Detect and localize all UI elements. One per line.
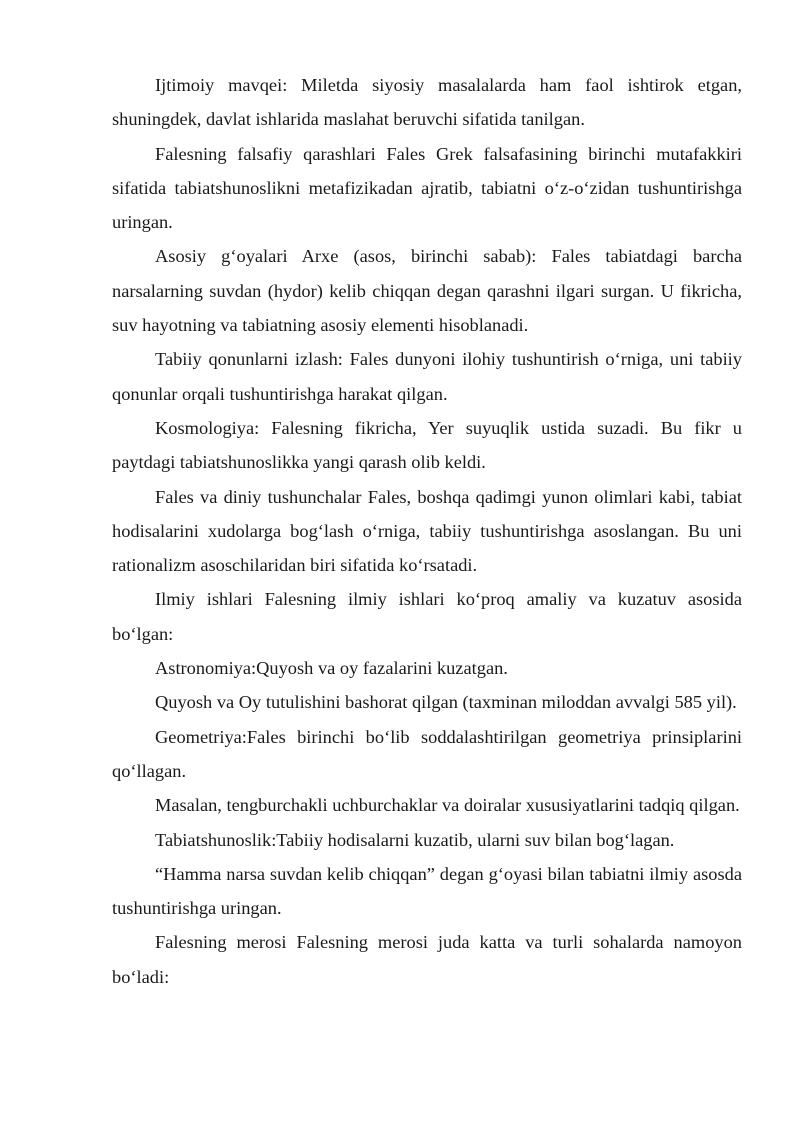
paragraph-social-status: Ijtimoiy mavqei: Miletda siyosiy masalalarda ham faol ishtirok etgan, shuningdek, davlat ishlarida maslahat beruvchi sifatida tanilgan. bbox=[112, 75, 742, 130]
paragraph-legacy: Falesning merosi Falesning merosi juda katta va turli sohalarda namoyon bo‘ladi: bbox=[112, 932, 742, 987]
paragraph-geometry: Geometriya:Fales birinchi bo‘lib soddalashtirilgan geometriya prinsiplarini qo‘llagan. bbox=[112, 726, 742, 781]
paragraph-natural-laws: Tabiiy qonunlarni izlash: Fales dunyoni ilohiy tushuntirish o‘rniga, uni tabiiy qonunlar orqali tushuntirishga harakat qilgan. bbox=[112, 349, 742, 404]
paragraph-main-ideas-arche: Asosiy g‘oyalari Arxe (asos, birinchi sabab): Fales tabiatdagi barcha narsalarning suvdan (hydor) kelib chiqqan degan qarashni ilgari surgan. U fikricha, suv hayotning va tabiatning asosiy elementi hisoblanadi. bbox=[112, 246, 742, 336]
paragraph-astronomy: Astronomiya:Quyosh va oy fazalarini kuzatgan. bbox=[155, 658, 508, 679]
paragraph-religious-concepts: Fales va diniy tushunchalar Fales, boshqa qadimgi yunon olimlari kabi, tabiat hodisalarini xudolarga bog‘lash o‘rniga, tabiiy tushuntirishga asoslangan. Bu uni rationalizm asoschilaridan biri sifatida ko‘rsatadi. bbox=[112, 486, 742, 576]
document-page bbox=[112, 68, 742, 994]
paragraph-eclipse-prediction: Quyosh va Oy tutulishini bashorat qilgan (taxminan miloddan avvalgi 585 yil). bbox=[155, 692, 737, 713]
paragraph-philosophical-views: Falesning falsafiy qarashlari Fales Grek falsafasining birinchi mutafakkiri sifatida tabiatshunoslikni metafizikadan ajratib, tabiatni o‘z-o‘zidan tushuntirishga uringan. bbox=[112, 143, 742, 233]
paragraph-cosmology: Kosmologiya: Falesning fikricha, Yer suyuqlik ustida suzadi. Bu fikr u paytdagi tabiatshunoslikka yangi qarash olib keldi. bbox=[112, 417, 742, 473]
paragraph-triangles-circles: Masalan, tengburchakli uchburchaklar va doiralar xususiyatlarini tadqiq qilgan. bbox=[155, 795, 740, 816]
paragraph-scientific-works: Ilmiy ishlari Falesning ilmiy ishlari ko‘proq amaliy va kuzatuv asosida bo‘lgan: bbox=[112, 589, 742, 644]
paragraph-natural-science: Tabiatshunoslik:Tabiiy hodisalarni kuzatib, ularni suv bilan bog‘lagan. bbox=[155, 829, 675, 850]
paragraph-water-quote: “Hamma narsa suvdan kelib chiqqan” degan g‘oyasi bilan tabiatni ilmiy asosda tushuntirishga uringan. bbox=[112, 863, 742, 919]
